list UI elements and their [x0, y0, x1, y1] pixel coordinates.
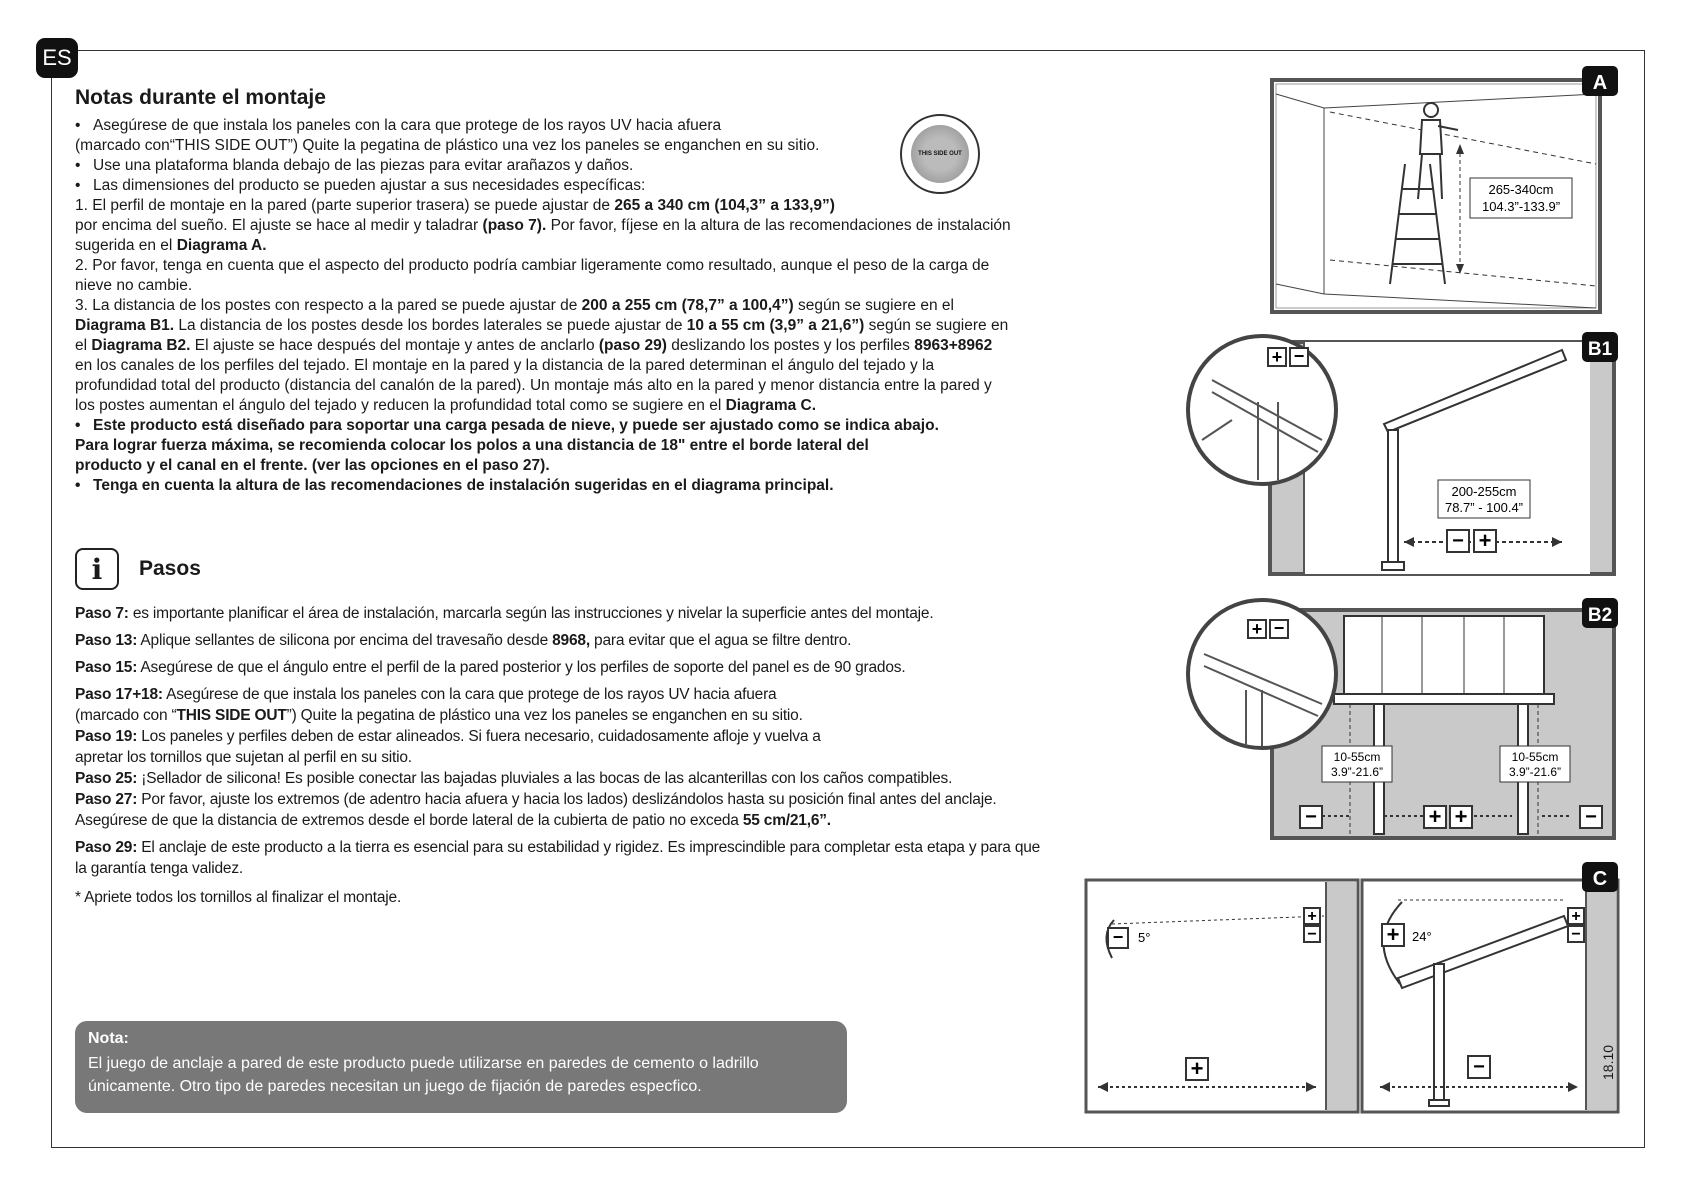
c-right-minus-icon: − [1473, 1056, 1485, 1078]
note-bullet-snow-cont: Para lograr fuerza máxima, se recomienda colocar los polos a una distancia de 18" entre el borde lateral del producto y el canal en el frente. (ver las opciones en el paso 27). [75, 437, 869, 474]
note-bullet-dimensions: • Las dimensiones del producto se pueden ajustar a sus necesidades específicas: [75, 176, 1045, 196]
diagram-a [1270, 64, 1620, 324]
c-left-top-minus-icon: − [1307, 926, 1317, 943]
step-19: Paso 19: Los paneles y perfiles deben de estar alineados. Si fuera necesario, cuidadosamente afloje y vuelva a apretar los tornillos que sujetan al perfil en su sitio. [75, 728, 821, 766]
b2-zoom-plus-icon: + [1251, 619, 1263, 639]
diagram-a-label-in: 104.3”-133.9” [1481, 199, 1561, 214]
b2-left-label-cm: 10-55cm [1333, 750, 1381, 764]
uv-side-out-icon: THIS SIDE OUT [900, 114, 980, 194]
diagram-b1-tag: B1 [1587, 339, 1613, 360]
b1-minus-icon: − [1452, 530, 1464, 552]
b1-label-cm: 200-255cm [1451, 484, 1517, 499]
b2-right-minus-icon: − [1585, 806, 1597, 828]
note-bullet-uv-cont: (marcado con“THIS SIDE OUT”) Quite la pegatina de plástico una vez los paneles se enganchen en su sitio. [75, 137, 820, 154]
b2-center-plus-icon-2: + [1454, 804, 1468, 829]
note-item-1: 1. El perfil de montaje en la pared (parte superior trasera) se puede ajustar de 265 a 340 cm (104,3” a 133,9”) por encima del sueño. El ajuste se hace al medir y taladrar (paso 7). Por favor, fíjese en la altura de las recomendaciones de instalación sugerida en el Diagrama A. [75, 197, 1011, 254]
note-item-3: 3. La distancia de los postes con respecto a la pared se puede ajustar de 200 a 255 cm (78,7” a 100,4”) según se sugiere en el Diagrama B1. La distancia de los postes desde los bordes laterales se puede ajustar de 10 a 55 cm (3,9” a 21,6”) según se sugiere en el Diagrama B2. El ajuste se hace después del montaje y antes de anclarlo (paso 29) deslizando los postes y los perfiles 8963+8962 en los canales de los perfiles del tejado. El montaje en la pared y la distancia de la pared determinan el ángulo del tejado y la profundidad total del producto (distancia del canalón de la pared). Un montaje más alto en la pared y menor distancia entre la pared y los postes aumentan el ángulo del tejado y reducen la profundidad total como se sugiere en el Diagrama C. [75, 297, 1009, 414]
step-17-18: Paso 17+18: Asegúrese de que instala los paneles con la cara que protege de los rayos UV hacia afuera (marcado con “THIS SIDE OUT”) Quite la pegatina de plástico una vez los paneles se enganchen en su sitio. [75, 686, 803, 724]
version-number: 18.10 [1600, 1044, 1616, 1080]
c-right-top-minus-icon: − [1571, 926, 1581, 943]
note-bullet-snow: • Este producto está diseñado para soportar una carga pesada de nieve, y puede ser ajustado como se indica abajo. [75, 416, 1045, 436]
diagram-c-tag: C [1592, 868, 1608, 890]
pasos-header [75, 548, 201, 590]
diagram-b2-tag: B2 [1587, 605, 1613, 626]
c-left-angle: 5° [1138, 930, 1151, 945]
note-bullet-platform: • Use una plataforma blanda debajo de las piezas para evitar arañazos y daños. [75, 156, 1045, 176]
b1-label-in: 78.7” - 100.4” [1444, 500, 1524, 515]
diagram-b1 [1182, 330, 1622, 580]
b2-left-minus-icon: − [1305, 806, 1317, 828]
note-text-2: únicamente. Otro tipo de paredes necesitan un juego de fijación de paredes especfico. [88, 1078, 702, 1095]
b1-zoom-plus-icon: + [1271, 347, 1283, 367]
c-left-minus-icon: − [1112, 927, 1124, 947]
b1-zoom-minus-icon: − [1293, 346, 1305, 366]
b2-center-plus-icon-1: + [1428, 804, 1442, 829]
diagram-a-label-cm: 265-340cm [1488, 182, 1554, 197]
footnote: * Apriete todos los tornillos al finalizar el montaje. [75, 889, 402, 906]
b2-zoom-minus-icon: − [1273, 618, 1285, 638]
c-right-angle: 24° [1412, 929, 1432, 944]
language-badge: ES [36, 38, 78, 78]
c-right-plus-icon: + [1386, 922, 1400, 947]
step-25: Paso 25: ¡Sellador de silicona! Es posible conectar las bajadas pluviales a las bocas de las alcanterillas con los caños compatibles. [75, 770, 953, 787]
note-item-2: 2. Por favor, tenga en cuenta que el aspecto del producto podría cambiar ligeramente como resultado, aunque el peso de la carga de nieve no cambie. [75, 257, 990, 294]
b2-right-label-in: 3.9”-21.6” [1508, 765, 1562, 779]
notes-title: Notas durante el montaje [75, 86, 326, 109]
note-title: Nota: [88, 1030, 129, 1047]
c-right-top-plus-icon: + [1571, 908, 1581, 925]
diagram-a-tag: A [1592, 72, 1608, 94]
b2-left-label-in: 3.9”-21.6” [1330, 765, 1384, 779]
b1-plus-icon: + [1478, 528, 1492, 553]
note-bullet-height: • Tenga en cuenta la altura de las recomendaciones de instalación sugeridas en el diagrama principal. [75, 476, 1045, 496]
c-left-top-plus-icon: + [1307, 908, 1317, 925]
step-7: Paso 7: es importante planificar el área de instalación, marcarla según las instrucciones y nivelar la superficie antes del montaje. [75, 605, 934, 622]
steps-list [75, 603, 1055, 914]
diagram-c [1084, 860, 1624, 1116]
pasos-title: Pasos [139, 557, 201, 580]
note-text-1: El juego de anclaje a pared de este producto puede utilizarse en paredes de cemento o ladrillo [88, 1055, 759, 1072]
step-29: Paso 29: El anclaje de este producto a la tierra es esencial para su estabilidad y rigidez. Es imprescindible para completar esta etapa y para que la garantía tenga validez. [75, 839, 1041, 877]
wall-kit-note [75, 1021, 847, 1113]
step-15: Paso 15: Asegúrese de que el ángulo entre el perfil de la pared posterior y los perfiles de soporte del panel es de 90 grados. [75, 659, 906, 676]
c-left-plus-icon: + [1190, 1056, 1204, 1081]
b2-right-label-cm: 10-55cm [1511, 750, 1559, 764]
note-bullet-uv: • Asegúrese de que instala los paneles con la cara que protege de los rayos UV hacia afuera [75, 116, 1045, 136]
step-13: Paso 13: Aplique sellantes de silicona por encima del travesaño desde 8968, para evitar que el agua se filtre dentro. [75, 632, 852, 649]
info-icon: i [75, 548, 119, 590]
step-27: Paso 27: Por favor, ajuste los extremos (de adentro hacia afuera y hacia los lados) deslizándolos hasta su posición final antes del anclaje. Asegúrese de que la distancia de extremos desde el borde lateral de la cubierta de patio no exceda 55 cm/21,6”. [75, 791, 997, 829]
diagram-b2 [1182, 594, 1622, 844]
